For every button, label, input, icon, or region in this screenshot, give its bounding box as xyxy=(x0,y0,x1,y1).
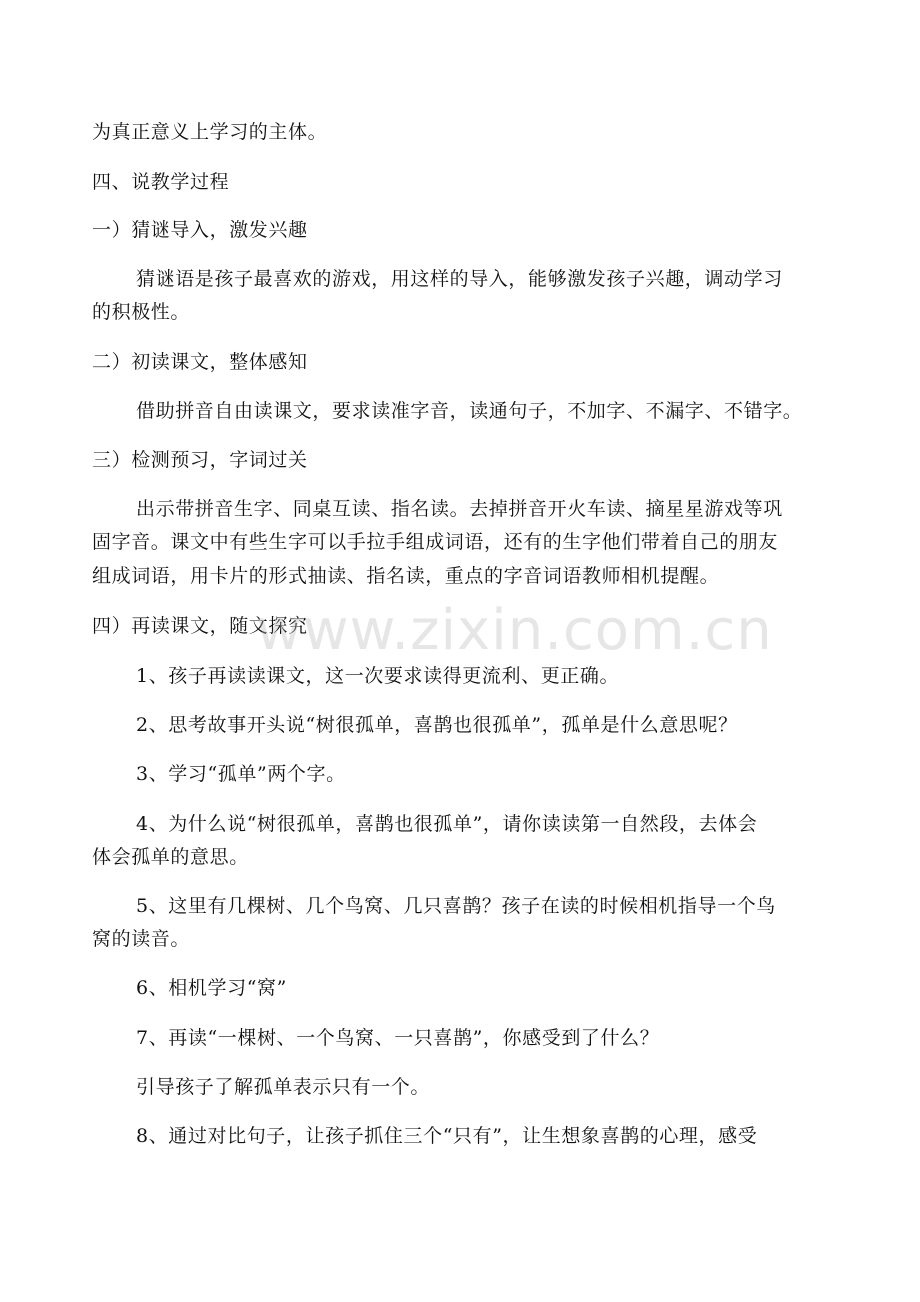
subsection-heading: 二）初读课文，整体感知 xyxy=(92,351,308,373)
paragraph-line: 出示带拼音生字、同桌互读、指名读。去掉拼音开火车读、摘星星游戏等巩 xyxy=(136,498,783,520)
list-item: 7、再读“一棵树、一个鸟窝、一只喜鹊”，你感受到了什么？ xyxy=(136,1027,660,1049)
section-heading: 四、说教学过程 xyxy=(92,171,230,193)
paragraph-line: 组成词语，用卡片的形式抽读、指名读，重点的字音词语教师相机提醒。 xyxy=(92,565,720,587)
list-item: 1、孩子再读读课文，这一次要求读得更流利、更正确。 xyxy=(136,665,620,687)
paragraph-line: 引导孩子了解孤单表示只有一个。 xyxy=(136,1076,431,1098)
list-item: 8、通过对比句子，让孩子抓住三个“只有”，让生想象喜鹊的心理，感受 xyxy=(136,1125,758,1147)
list-item: 5、这里有几棵树、几个鸟窝、几只喜鹊？孩子在读的时候相机指导一个鸟 xyxy=(136,895,776,917)
list-item: 2、思考故事开头说“树很孤单，喜鹊也很孤单”，孤单是什么意思呢？ xyxy=(136,714,738,736)
paragraph-line: 猜谜语是孩子最喜欢的游戏，用这样的导入，能够激发孩子兴趣，调动学习 xyxy=(136,268,783,290)
list-item: 6、相机学习“窝” xyxy=(136,977,287,999)
list-item-continuation: 体会孤单的意思。 xyxy=(92,846,249,868)
paragraph-line: 的积极性。 xyxy=(92,301,191,323)
subsection-heading: 一）猜谜导入，激发兴趣 xyxy=(92,219,308,241)
list-item: 3、学习“孤单”两个字。 xyxy=(136,763,346,785)
paragraph-line: 固字音。课文中有些生字可以手拉手组成词语，还有的生字他们带着自己的朋友 xyxy=(92,531,779,553)
subsection-heading: 四）再读课文，随文探究 xyxy=(92,615,308,637)
text-line: 为真正意义上学习的主体。 xyxy=(92,121,328,143)
subsection-heading: 三）检测预习，字词过关 xyxy=(92,449,308,471)
list-item-continuation: 窝的读音。 xyxy=(92,928,191,950)
list-item: 4、为什么说“树很孤单，喜鹊也很孤单”，请你读读第一自然段，去体会 xyxy=(136,813,758,835)
paragraph-line: 借助拼音自由读课文，要求读准字音，读通句子，不加字、不漏字、不错字。 xyxy=(136,400,803,422)
watermark: www.zixin.com.cn xyxy=(256,598,773,663)
